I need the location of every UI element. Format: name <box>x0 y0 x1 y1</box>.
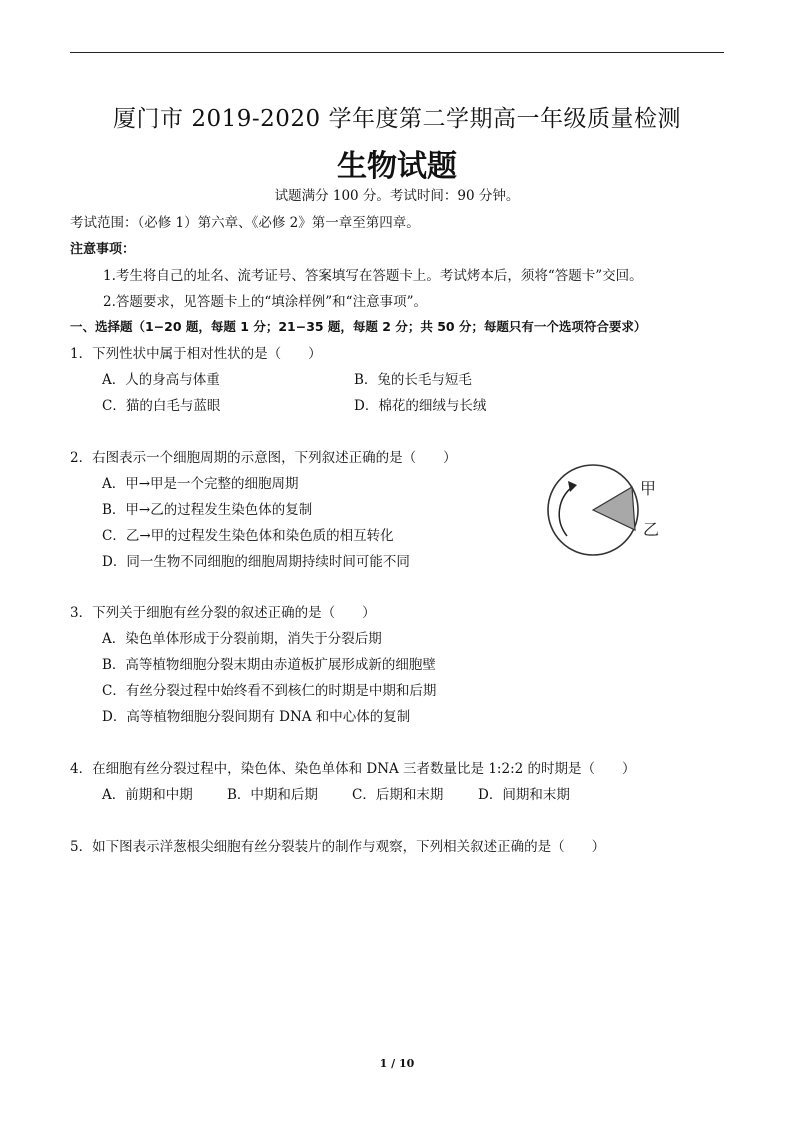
direction-arrow <box>559 487 572 536</box>
section-heading: 一、选择题（1−20 题，每题 1 分；21−35 题，每题 2 分；共 50 分；每题只有一个选项符合要求） <box>70 319 647 334</box>
option-d: D．棉花的细绒与长绒 <box>354 398 487 414</box>
option-c: C．乙→甲的过程发生染色体和染色质的相互转化 <box>102 528 394 544</box>
option-b: B．兔的长毛与短毛 <box>354 372 472 388</box>
question-stem: 2．右图表示一个细胞周期的示意图，下列叙述正确的是（ ） <box>70 450 457 466</box>
question-stem: 5．如下图表示洋葱根尖细胞有丝分裂装片的制作与观察，下列相关叙述正确的是（ ） <box>70 839 606 855</box>
score-time-line: 试题满分 100 分。考试时间：90 分钟。 <box>274 188 520 204</box>
note-item: 2.答题要求，见答题卡上的“填涂样例”和“注意事项”。 <box>103 294 427 310</box>
option-c: C．有丝分裂过程中始终看不到核仁的时期是中期和后期 <box>102 683 437 699</box>
label-jia: 甲 <box>640 479 657 498</box>
option-d: D．同一生物不同细胞的细胞周期持续时间可能不同 <box>102 554 410 570</box>
option-d: D．高等植物细胞分裂间期有 DNA 和中心体的复制 <box>102 709 411 725</box>
note-item: 1.考生将自己的址名、流考证号、答案填写在答题卡上。考试烤本后，须将“答题卡”交回。 <box>103 268 643 284</box>
page-number: 1 / 10 <box>379 1057 415 1070</box>
exam-scope: 考试范围：（必修 1）第六章、《必修 2》第一章至第四章。 <box>70 215 420 231</box>
option-c: C．猫的白毛与蓝眼 <box>102 398 221 414</box>
option-a: A．染色单体形成于分裂前期，消失于分裂后期 <box>102 631 382 647</box>
interphase-sector <box>593 487 635 530</box>
label-yi: 乙 <box>643 520 660 539</box>
cell-cycle-figure <box>540 463 670 583</box>
question-stem: 3．下列关于细胞有丝分裂的叙述正确的是（ ） <box>70 605 376 621</box>
option-d: D．间期和末期 <box>478 787 570 803</box>
option-c: C．后期和末期 <box>352 787 444 803</box>
option-a: A．前期和中期 <box>102 787 193 803</box>
top-rule <box>70 52 724 53</box>
question-stem: 1．下列性状中属于相对性状的是（ ） <box>70 346 322 362</box>
option-a: A．人的身高与体重 <box>102 372 220 388</box>
option-a: A．甲→甲是一个完整的细胞周期 <box>102 476 299 492</box>
exam-title: 厦门市 2019-2020 学年度第二学期高一年级质量检测 <box>113 106 681 132</box>
subject-title: 生物试题 <box>337 149 457 184</box>
question-stem: 4．在细胞有丝分裂过程中，染色体、染色单体和 DNA 三者数量比是 1:2:2 的时期是（ ） <box>70 761 636 777</box>
option-b: B．甲→乙的过程发生染色体的复制 <box>102 502 313 518</box>
option-b: B．高等植物细胞分裂末期由赤道板扩展形成新的细胞壁 <box>102 657 436 673</box>
notes-heading: 注意事项： <box>70 242 136 257</box>
option-b: B．中期和后期 <box>227 787 318 803</box>
